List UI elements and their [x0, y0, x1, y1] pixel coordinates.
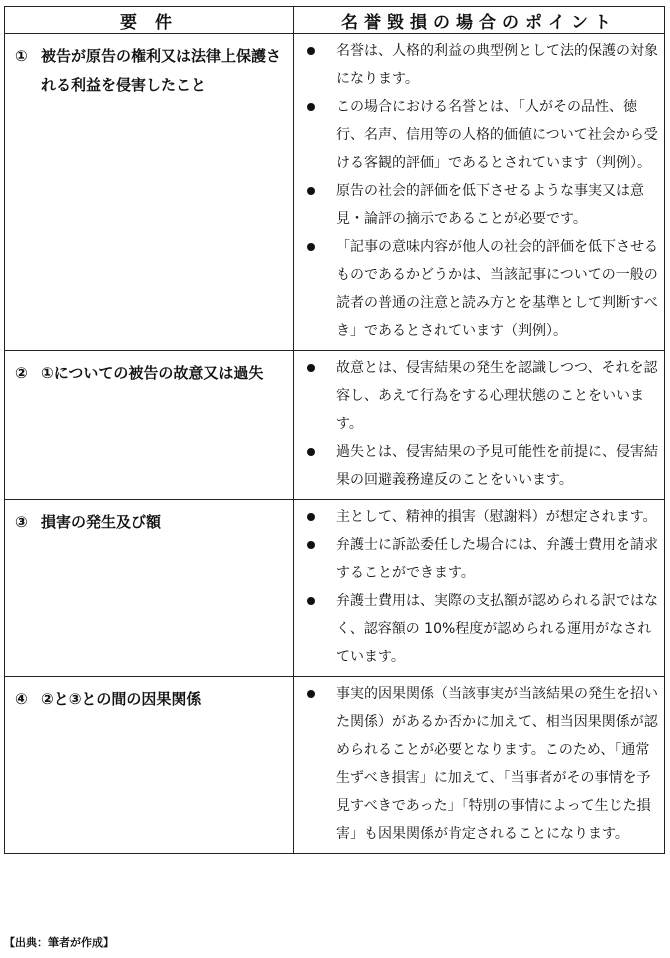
source-caption: 【出典：筆者が作成】 — [4, 936, 114, 949]
table-row — [5, 351, 665, 500]
requirements-table — [4, 6, 665, 854]
point-cell — [294, 34, 665, 351]
point-list — [294, 34, 664, 350]
point-list — [294, 677, 664, 853]
requirement-cell — [5, 34, 294, 351]
requirement-text: 被告が原告の権利又は法律上保護される利益を侵害したこと — [41, 47, 282, 94]
point-cell — [294, 677, 665, 854]
requirement-text: ②と③との間の因果関係 — [41, 690, 202, 708]
table-row — [5, 677, 665, 854]
requirement-text: ①についての被告の故意又は過失 — [41, 364, 264, 382]
requirement-number: ② — [15, 364, 28, 382]
requirement-number: ③ — [15, 513, 28, 531]
point-item: 弁護士に訴訟委任した場合には、弁護士費用を請求することができます。 — [294, 531, 658, 587]
point-cell — [294, 351, 665, 500]
point-item: 名誉は、人格的利益の典型例として法的保護の対象になります。 — [294, 37, 658, 93]
point-item: 弁護士費用は、実際の支払額が認められる訳ではなく、認容額の 10%程度が認められる運用がなされています。 — [294, 587, 658, 671]
requirement-text: 損害の発生及び額 — [41, 513, 162, 531]
point-item: 「記事の意味内容が他人の社会的評価を低下させるものであるかどうかは、当該記事についての一般の読者の普通の注意と読み方とを基準として判断すべき」であるとされています（判例）。 — [294, 233, 658, 345]
point-item: 事実的因果関係（当該事実が当該結果の発生を招いた関係）があるか否かに加えて、相当因果関係が認められることが必要となります。このため、「通常生ずべき損害」に加えて、「当事者がその事情を予見すべきであった」「特別の事情によって生じた損害」も因果関係が肯定されることになります。 — [294, 680, 658, 848]
point-item: この場合における名誉とは、「人がその品性、徳行、名声、信用等の人格的価値について社会から受ける客観的評価」であるとされています（判例）。 — [294, 93, 658, 177]
header-row — [5, 7, 665, 34]
requirement-cell — [5, 351, 294, 500]
requirement-number: ① — [15, 47, 28, 65]
point-list — [294, 500, 664, 676]
requirement-cell — [5, 500, 294, 677]
requirement-cell — [5, 677, 294, 854]
point-cell — [294, 500, 665, 677]
point-item: 故意とは、侵害結果の発生を認識しつつ、それを認容し、あえて行為をする心理状態のことをいいます。 — [294, 354, 658, 438]
header-point: 名誉毀損の場合のポイント — [294, 7, 665, 34]
point-list — [294, 351, 664, 499]
requirement-number: ④ — [15, 690, 28, 708]
table-row — [5, 500, 665, 677]
table-row — [5, 34, 665, 351]
point-item: 原告の社会的評価を低下させるような事実又は意見・論評の摘示であることが必要です。 — [294, 177, 658, 233]
point-item: 主として、精神的損害（慰謝料）が想定されます。 — [294, 503, 658, 531]
header-requirement: 要 件 — [5, 7, 294, 34]
point-item: 過失とは、侵害結果の予見可能性を前提に、侵害結果の回避義務違反のことをいいます。 — [294, 438, 658, 494]
